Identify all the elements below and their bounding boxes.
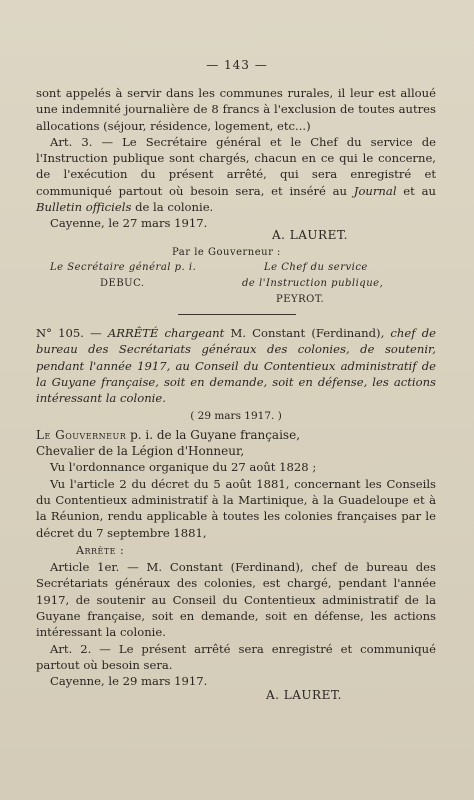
decree-heading: N° 105. — ARRÊTÉ chargeant M. Constant (Ferdinand), chef de bureau des Secrétariats généraux des colonies, de soutenir, pendant l'année 1917, au Conseil du Contentieux administratif de la Guyane française, soit en demande, soit en défense, les actions intéressant la colonie. [36,326,437,406]
chef-title-1: Le Chef du service [264,262,368,273]
separator-rule [178,314,296,315]
chef-title-2: de l'Instruction publique, [242,278,384,289]
chef-name: PEYROT. [276,294,325,305]
block-decree-end [36,85,436,232]
page-number: — 143 — [206,58,268,72]
par-le-gouverneur: Par le Gouverneur : [172,247,281,258]
arrete-label: Arrête : [76,543,125,557]
journal-text: Journal [353,183,397,198]
signature-lauret-2: A. LAURET. [266,688,342,702]
secretaire-name: DEBUC. [100,278,145,289]
block-decree-105 [36,325,436,690]
article-1: Article 1er. — M. Constant (Ferdinand), chef de bureau des Secrétariats généraux des colonies, est chargé, pendant l'année 1917, de soutenir au Conseil du Contentieux administratif de la Guyane française, soit en demande, soit en défense, les actions intéressant la colonie. [36,560,436,640]
decree-date: ( 29 mars 1917. ) [190,410,282,423]
paragraph-allowance: sont appelés à servir dans les communes rurales, il leur est alloué une indemnité journalière de 8 francs à l'exclusion de toutes autres allocations (séjour, résidence, logement, etc...) [36,86,436,133]
signature-lauret-1: A. LAURET. [272,228,348,242]
date-line: Cayenne, le 27 mars 1917. [50,216,208,231]
paragraph-article-3: Art. 3. — Le Secrétaire général et le Chef du service de l'Instruction publique sont chargés, chacun en ce qui le concerne, de l'exécution du présent arrêté, qui sera enregistré et communiqué partout où besoin sera, et inséré au Journal et au Bulletin officiels de la colonie. [36,134,436,215]
article-2: Art. 2. — Le présent arrêté sera enregistré et communiqué partout où besoin sera. [36,641,436,672]
vu-ordonnance: Vu l'ordonnance organique du 27 août 1828 ; [50,460,317,475]
bulletin-text: Bulletin officiels [36,200,132,215]
secretaire-title: Le Secrétaire général p. i. [50,262,197,273]
chevalier-line: Chevalier de la Légion d'Honneur, [36,444,245,459]
date-line-2: Cayenne, le 29 mars 1917. [50,674,208,689]
vu-article: Vu l'article 2 du décret du 5 août 1881, concernant les Conseils du Contentieux administratif à la Martinique, à la Guadeloupe et à la Réunion, rendu applicable à toutes les colonies françaises par le décret du 7 septembre 1881, [36,476,436,540]
governor-line: Le Gouverneur p. i. de la Guyane française, [36,427,301,442]
